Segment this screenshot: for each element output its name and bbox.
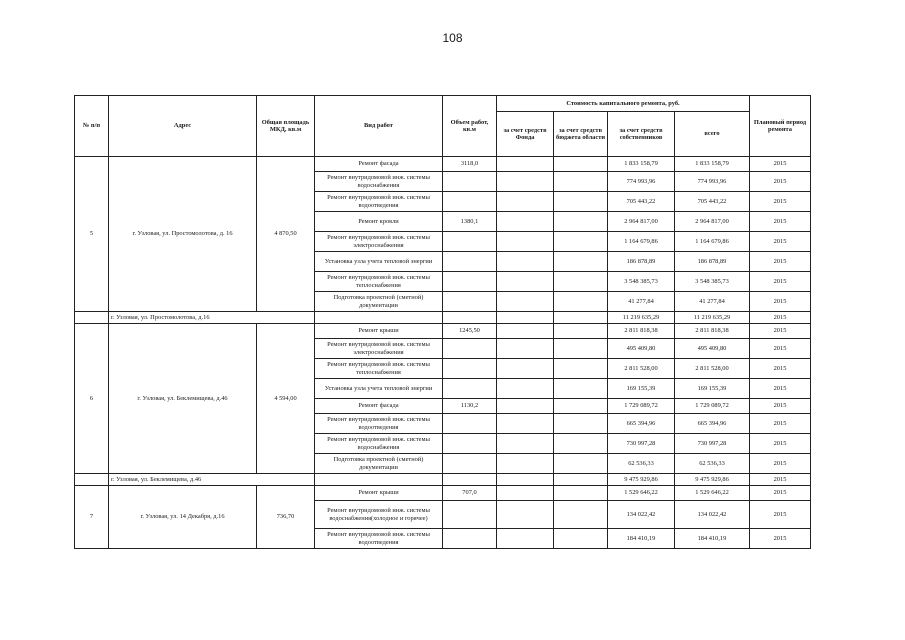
summary-spacer-cell xyxy=(75,312,109,324)
summary-spacer-cell xyxy=(75,474,109,486)
summary-owners-cell: 11 219 635,29 xyxy=(608,312,675,324)
total-cost-cell: 1 729 089,72 xyxy=(675,399,750,414)
regional-cost-cell xyxy=(554,414,608,434)
work-type-cell: Ремонт внутридомовой инж. системы теплоснабжения xyxy=(315,359,443,379)
regional-cost-cell xyxy=(554,359,608,379)
total-cost-cell: 186 878,89 xyxy=(675,252,750,272)
fund-cost-cell xyxy=(497,339,554,359)
period-cell: 2015 xyxy=(750,454,811,474)
work-type-cell: Ремонт внутридомовой инж. системы электроснабжения xyxy=(315,232,443,252)
summary-volume-cell xyxy=(443,312,497,324)
summary-fund-cell xyxy=(497,312,554,324)
work-type-cell: Ремонт внутридомовой инж. системы водоотведения xyxy=(315,414,443,434)
regional-cost-cell xyxy=(554,292,608,312)
area-cell: 4 594,00 xyxy=(257,324,315,474)
table-body xyxy=(75,157,811,549)
row-number-cell: 5 xyxy=(75,157,109,312)
owners-cost-cell: 705 443,22 xyxy=(608,192,675,212)
period-cell: 2015 xyxy=(750,359,811,379)
summary-row xyxy=(75,312,811,324)
owners-cost-cell: 730 997,28 xyxy=(608,434,675,454)
header-fund: за счет средств Фонда xyxy=(497,112,554,157)
regional-cost-cell xyxy=(554,529,608,549)
work-type-cell: Установка узла учета тепловой энергии xyxy=(315,379,443,399)
summary-volume-cell xyxy=(443,474,497,486)
total-cost-cell: 2 811 528,00 xyxy=(675,359,750,379)
work-type-cell: Ремонт фасада xyxy=(315,399,443,414)
header-regional: за счет средств бюджета области xyxy=(554,112,608,157)
period-cell: 2015 xyxy=(750,486,811,501)
owners-cost-cell: 2 811 528,00 xyxy=(608,359,675,379)
header-owners: за счет средств собственников xyxy=(608,112,675,157)
total-cost-cell: 169 155,39 xyxy=(675,379,750,399)
header-period: Плановый период ремонта xyxy=(750,96,811,157)
owners-cost-cell: 62 536,33 xyxy=(608,454,675,474)
owners-cost-cell: 184 410,19 xyxy=(608,529,675,549)
summary-period-cell: 2015 xyxy=(750,312,811,324)
table-row xyxy=(75,486,811,501)
owners-cost-cell: 186 878,89 xyxy=(608,252,675,272)
total-cost-cell: 1 833 158,79 xyxy=(675,157,750,172)
summary-work-cell xyxy=(315,474,443,486)
period-cell: 2015 xyxy=(750,192,811,212)
fund-cost-cell xyxy=(497,529,554,549)
fund-cost-cell xyxy=(497,501,554,529)
volume-cell xyxy=(443,414,497,434)
summary-owners-cell: 9 475 929,86 xyxy=(608,474,675,486)
total-cost-cell: 1 164 679,86 xyxy=(675,232,750,252)
regional-cost-cell xyxy=(554,172,608,192)
regional-cost-cell xyxy=(554,399,608,414)
fund-cost-cell xyxy=(497,212,554,232)
summary-period-cell: 2015 xyxy=(750,474,811,486)
address-cell: г. Узловая, ул. 14 Декабря, д.16 xyxy=(109,486,257,549)
owners-cost-cell: 495 409,80 xyxy=(608,339,675,359)
regional-cost-cell xyxy=(554,272,608,292)
period-cell: 2015 xyxy=(750,379,811,399)
regional-cost-cell xyxy=(554,486,608,501)
period-cell: 2015 xyxy=(750,212,811,232)
total-cost-cell: 705 443,22 xyxy=(675,192,750,212)
regional-cost-cell xyxy=(554,379,608,399)
owners-cost-cell: 169 155,39 xyxy=(608,379,675,399)
volume-cell xyxy=(443,359,497,379)
fund-cost-cell xyxy=(497,172,554,192)
header-work-type: Вид работ xyxy=(315,96,443,157)
row-number-cell: 6 xyxy=(75,324,109,474)
total-cost-cell: 41 277,84 xyxy=(675,292,750,312)
total-cost-cell: 665 394,96 xyxy=(675,414,750,434)
summary-total-cell: 9 475 929,86 xyxy=(675,474,750,486)
regional-cost-cell xyxy=(554,339,608,359)
fund-cost-cell xyxy=(497,486,554,501)
owners-cost-cell: 3 548 385,73 xyxy=(608,272,675,292)
summary-label-cell: г. Узловая, ул. Простомолотова, д.16 xyxy=(109,312,315,324)
period-cell: 2015 xyxy=(750,272,811,292)
period-cell: 2015 xyxy=(750,434,811,454)
owners-cost-cell: 1 164 679,86 xyxy=(608,232,675,252)
fund-cost-cell xyxy=(497,272,554,292)
regional-cost-cell xyxy=(554,232,608,252)
table-row xyxy=(75,157,811,172)
volume-cell xyxy=(443,252,497,272)
fund-cost-cell xyxy=(497,379,554,399)
total-cost-cell: 134 022,42 xyxy=(675,501,750,529)
regional-cost-cell xyxy=(554,157,608,172)
owners-cost-cell: 1 729 089,72 xyxy=(608,399,675,414)
period-cell: 2015 xyxy=(750,232,811,252)
volume-cell xyxy=(443,272,497,292)
owners-cost-cell: 41 277,84 xyxy=(608,292,675,312)
area-cell: 736,70 xyxy=(257,486,315,549)
volume-cell xyxy=(443,379,497,399)
work-type-cell: Ремонт крыши xyxy=(315,324,443,339)
total-cost-cell: 730 997,28 xyxy=(675,434,750,454)
owners-cost-cell: 134 022,42 xyxy=(608,501,675,529)
regional-cost-cell xyxy=(554,212,608,232)
fund-cost-cell xyxy=(497,157,554,172)
repair-table xyxy=(74,95,811,549)
fund-cost-cell xyxy=(497,232,554,252)
table-row xyxy=(75,324,811,339)
fund-cost-cell xyxy=(497,324,554,339)
work-type-cell: Подготовка проектной (сметной) документации xyxy=(315,292,443,312)
period-cell: 2015 xyxy=(750,292,811,312)
period-cell: 2015 xyxy=(750,339,811,359)
area-cell: 4 870,50 xyxy=(257,157,315,312)
volume-cell xyxy=(443,434,497,454)
volume-cell: 1380,1 xyxy=(443,212,497,232)
owners-cost-cell: 2 964 817,00 xyxy=(608,212,675,232)
regional-cost-cell xyxy=(554,454,608,474)
owners-cost-cell: 2 811 818,38 xyxy=(608,324,675,339)
fund-cost-cell xyxy=(497,292,554,312)
address-cell: г. Узловая, ул. Простомолотова, д. 16 xyxy=(109,157,257,312)
volume-cell xyxy=(443,232,497,252)
summary-row xyxy=(75,474,811,486)
work-type-cell: Ремонт внутридомовой инж. системы водоотведения xyxy=(315,529,443,549)
period-cell: 2015 xyxy=(750,172,811,192)
total-cost-cell: 774 993,96 xyxy=(675,172,750,192)
volume-cell xyxy=(443,501,497,529)
total-cost-cell: 2 964 817,00 xyxy=(675,212,750,232)
fund-cost-cell xyxy=(497,399,554,414)
header-volume: Объем работ, кв.м xyxy=(443,96,497,157)
work-type-cell: Подготовка проектной (сметной) документации xyxy=(315,454,443,474)
period-cell: 2015 xyxy=(750,414,811,434)
volume-cell xyxy=(443,454,497,474)
fund-cost-cell xyxy=(497,434,554,454)
fund-cost-cell xyxy=(497,359,554,379)
work-type-cell: Ремонт кровли xyxy=(315,212,443,232)
row-number-cell: 7 xyxy=(75,486,109,549)
volume-cell xyxy=(443,172,497,192)
work-type-cell: Ремонт внутридомовой инж. системы водоотведения xyxy=(315,192,443,212)
fund-cost-cell xyxy=(497,252,554,272)
work-type-cell: Ремонт внутридомовой инж. системы водоснабжения(холодное и горячее) xyxy=(315,501,443,529)
summary-total-cell: 11 219 635,29 xyxy=(675,312,750,324)
period-cell: 2015 xyxy=(750,501,811,529)
summary-fund-cell xyxy=(497,474,554,486)
period-cell: 2015 xyxy=(750,157,811,172)
address-cell: г. Узловая, ул. Беклемищева, д.46 xyxy=(109,324,257,474)
owners-cost-cell: 774 993,96 xyxy=(608,172,675,192)
summary-work-cell xyxy=(315,312,443,324)
volume-cell xyxy=(443,192,497,212)
period-cell: 2015 xyxy=(750,399,811,414)
fund-cost-cell xyxy=(497,192,554,212)
regional-cost-cell xyxy=(554,324,608,339)
volume-cell: 1245,50 xyxy=(443,324,497,339)
fund-cost-cell xyxy=(497,454,554,474)
volume-cell: 707,0 xyxy=(443,486,497,501)
regional-cost-cell xyxy=(554,192,608,212)
header-cost: Стоимость капитального ремонта, руб. xyxy=(497,96,750,112)
header-num: № п/п xyxy=(75,96,109,157)
total-cost-cell: 1 529 646,22 xyxy=(675,486,750,501)
header-address: Адрес xyxy=(109,96,257,157)
work-type-cell: Установка узла учета тепловой энергии xyxy=(315,252,443,272)
total-cost-cell: 62 536,33 xyxy=(675,454,750,474)
summary-regional-cell xyxy=(554,312,608,324)
total-cost-cell: 3 548 385,73 xyxy=(675,272,750,292)
volume-cell: 1130,2 xyxy=(443,399,497,414)
summary-label-cell: г. Узловая, ул. Беклемищева, д.46 xyxy=(109,474,315,486)
period-cell: 2015 xyxy=(750,324,811,339)
page-number: 108 xyxy=(442,31,463,45)
regional-cost-cell xyxy=(554,434,608,454)
total-cost-cell: 2 811 818,38 xyxy=(675,324,750,339)
volume-cell xyxy=(443,339,497,359)
table-header xyxy=(75,96,811,157)
owners-cost-cell: 1 529 646,22 xyxy=(608,486,675,501)
work-type-cell: Ремонт внутридомовой инж. системы водоснабжения xyxy=(315,434,443,454)
regional-cost-cell xyxy=(554,501,608,529)
work-type-cell: Ремонт крыши xyxy=(315,486,443,501)
period-cell: 2015 xyxy=(750,529,811,549)
work-type-cell: Ремонт внутридомовой инж. системы водоснабжения xyxy=(315,172,443,192)
work-type-cell: Ремонт внутридомовой инж. системы теплоснабжения xyxy=(315,272,443,292)
summary-regional-cell xyxy=(554,474,608,486)
owners-cost-cell: 665 394,96 xyxy=(608,414,675,434)
volume-cell xyxy=(443,529,497,549)
period-cell: 2015 xyxy=(750,252,811,272)
owners-cost-cell: 1 833 158,79 xyxy=(608,157,675,172)
header-area: Общая площадь МКД, кв.м xyxy=(257,96,315,157)
volume-cell xyxy=(443,292,497,312)
work-type-cell: Ремонт внутридомовой инж. системы электроснабжения xyxy=(315,339,443,359)
total-cost-cell: 495 409,80 xyxy=(675,339,750,359)
header-total: всего xyxy=(675,112,750,157)
regional-cost-cell xyxy=(554,252,608,272)
work-type-cell: Ремонт фасада xyxy=(315,157,443,172)
volume-cell: 3118,0 xyxy=(443,157,497,172)
total-cost-cell: 184 410,19 xyxy=(675,529,750,549)
fund-cost-cell xyxy=(497,414,554,434)
